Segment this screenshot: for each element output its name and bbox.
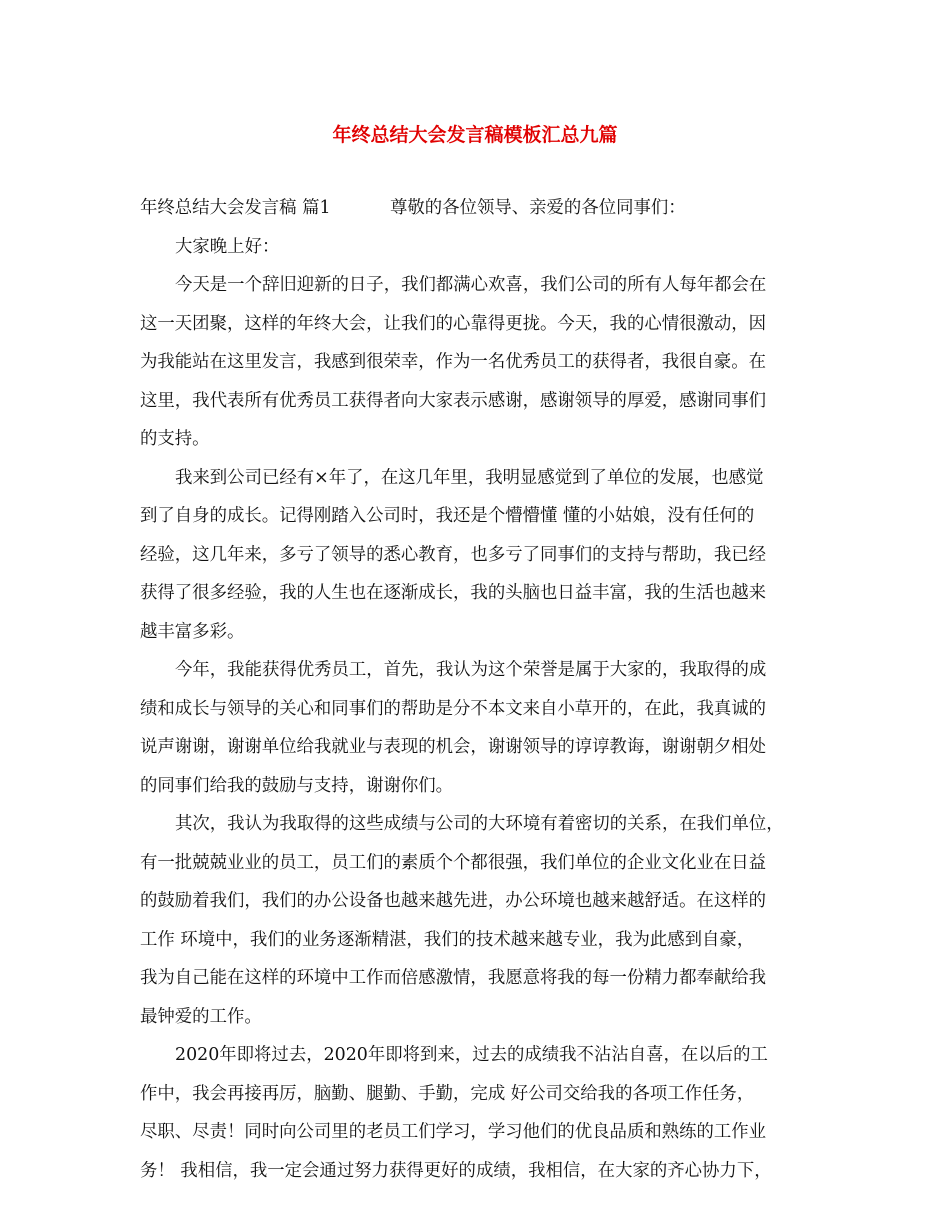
- paragraph-line: 经验，这几年来，多亏了领导的悉心教育，也多亏了同事们的支持与帮助，我已经: [140, 544, 767, 565]
- paragraph-line: 今天是一个辞旧迎新的日子，我们都满心欢喜，我们公司的所有人每年都会在: [175, 275, 767, 295]
- salutation: 尊敬的各位领导、亲爱的各位同事们：: [390, 198, 686, 218]
- paragraph-1: [140, 266, 826, 459]
- paragraph-3: [140, 651, 826, 805]
- paragraph-line: 绩和成长与领导的关心和同事们的帮助是分不本文来自小草开的，在此，我真诚的: [140, 698, 767, 719]
- paragraph-5: [140, 1036, 826, 1190]
- paragraph-line: 最钟爱的工作。: [140, 1006, 262, 1027]
- greeting: 大家晚上好：: [175, 236, 280, 257]
- paragraph-line: 获得了很多经验，我的人生也在逐渐成长，我的头脑也日益丰富，我的生活也越来: [140, 583, 767, 603]
- section-heading: 年终总结大会发言稿: [140, 198, 297, 218]
- paragraph-line: 的同事们给我的鼓励与支持，谢谢你们。: [140, 775, 454, 796]
- paragraph-line: 有一批兢兢业业的员工，员工们的素质个个都很强，我们单位的企业文化业在日益: [140, 852, 767, 873]
- section-number: 篇1: [302, 198, 331, 218]
- paragraph-line: 尽职、尽责！同时向公司里的老员工们学习，学习他们的优良品质和熟练的工作业: [140, 1122, 767, 1142]
- paragraph-line: 我为自己能在这样的环境中工作而倍感激情，我愿意将我的每一份精力都奉献给我: [140, 968, 767, 988]
- paragraph-line: 这里，我代表所有优秀员工获得者向大家表示感谢，感谢领导的厚爱，感谢同事们: [140, 390, 767, 411]
- paragraph-line: 这一天团聚，这样的年终大会，让我们的心靠得更拢。今天，我的心情很激动，因: [140, 313, 767, 334]
- paragraph-line: 工作 环境中，我们的业务逐渐精湛，我们的技术越来越专业，我为此感到自豪，: [140, 929, 755, 950]
- paragraph-2: [140, 459, 826, 652]
- paragraph-line: 务！ 我相信，我一定会通过努力获得更好的成绩，我相信，在大家的齐心协力下，: [140, 1160, 772, 1181]
- paragraph-line: 为我能站在这里发言，我感到很荣幸，作为一名优秀员工的获得者，我很自豪。在: [140, 352, 767, 372]
- paragraph-4: [140, 805, 826, 1036]
- paragraph-line: 作中，我会再接再厉，脑勤、腿勤、手勤，完成 好公司交给我的各项工作任务，: [140, 1083, 755, 1104]
- paragraph-line: 其次，我认为我取得的这些成绩与公司的大环境有着密切的关系，在我们单位，: [175, 814, 784, 834]
- section-heading-group: [140, 189, 390, 228]
- paragraph-line: 的支持。: [140, 429, 210, 449]
- paragraph-line: 越丰富多彩。: [140, 621, 245, 642]
- first-line: [140, 189, 826, 228]
- paragraph-line: 2020年即将过去，2020年即将到来，过去的成绩我不沾沾自喜，在以后的工: [175, 1045, 768, 1065]
- document-title: 年终总结大会发言稿模板汇总九篇: [332, 124, 618, 146]
- document-body: [140, 189, 826, 1190]
- paragraph-line: 今年，我能获得优秀员工，首先，我认为这个荣誉是属于大家的，我取得的成: [175, 660, 767, 680]
- paragraph-line: 到了自身的成长。记得刚踏入公司时，我还是个懵懵懂 懂的小姑娘，没有任何的: [140, 506, 755, 526]
- paragraph-line: 的鼓励着我们，我们的办公设备也越来越先进，办公环境也越来越舒适。在这样的: [140, 891, 767, 911]
- paragraph-line: 我来到公司已经有×年了，在这几年里，我明显感觉到了单位的发展，也感觉: [175, 467, 764, 488]
- paragraph-line: 说声谢谢，谢谢单位给我就业与表现的机会，谢谢领导的谆谆教诲，谢谢朝夕相处: [140, 737, 767, 757]
